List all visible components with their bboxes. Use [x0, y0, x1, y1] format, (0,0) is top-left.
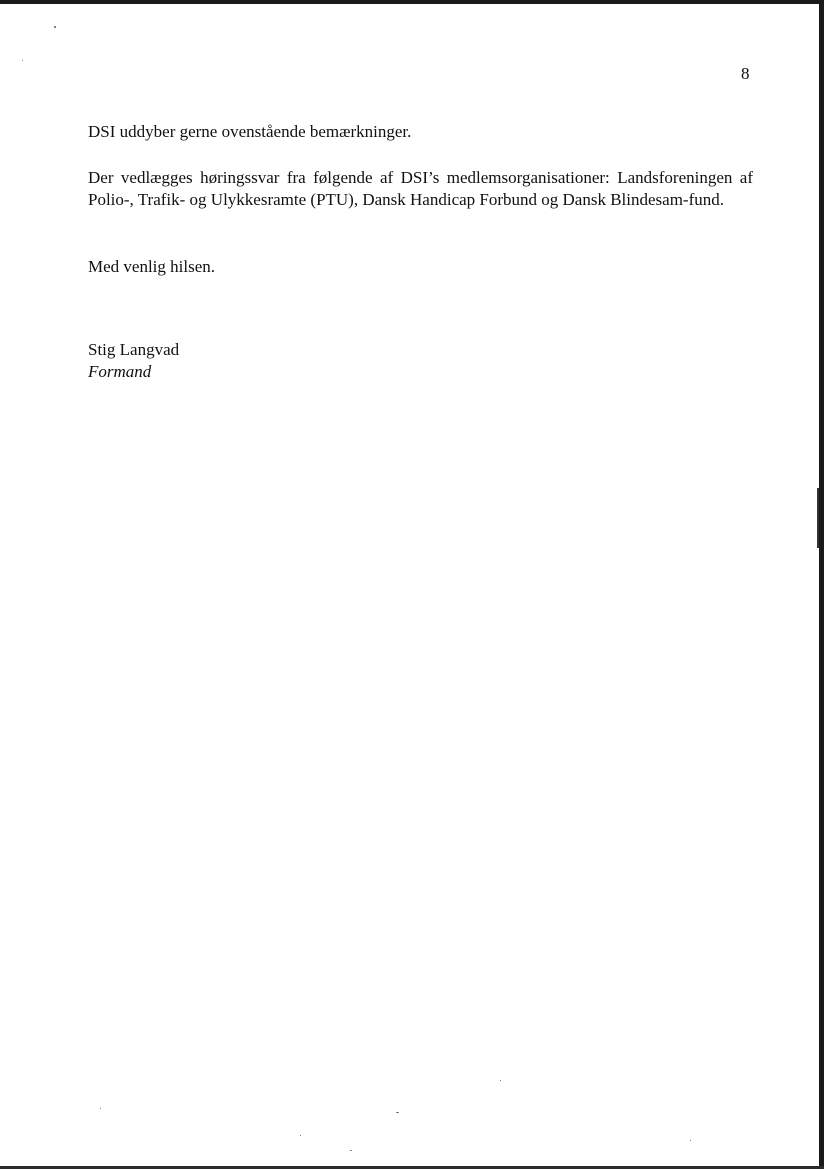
paragraph-greeting: Med venlig hilsen. [88, 257, 216, 276]
page-number: 8 [741, 64, 750, 83]
scan-speck [54, 26, 56, 28]
scan-border-mark [817, 488, 819, 548]
scan-speck [396, 1112, 399, 1113]
paragraph-attachments: Der vedlægges høringssvar fra følgende af DSI’s medlemsorganisationer: Landsforeningen af Polio-, Trafik- og Ulykkesramte (PTU), Dansk Handicap Forbund og Dansk Blindesam-fund. [88, 168, 753, 209]
paragraph-closing-remark: DSI uddyber gerne ovenstående bemærkninger. [88, 122, 412, 141]
scan-speck [300, 1135, 301, 1136]
signature-name: Stig Langvad [88, 340, 180, 359]
scan-speck [350, 1150, 352, 1151]
scan-border-top [0, 0, 824, 4]
scan-border-right [819, 0, 824, 1169]
scan-speck [100, 1108, 101, 1109]
scan-speck [500, 1080, 501, 1081]
signature-title: Formand [88, 362, 152, 381]
scan-speck [22, 60, 23, 61]
scan-speck [690, 1140, 691, 1141]
